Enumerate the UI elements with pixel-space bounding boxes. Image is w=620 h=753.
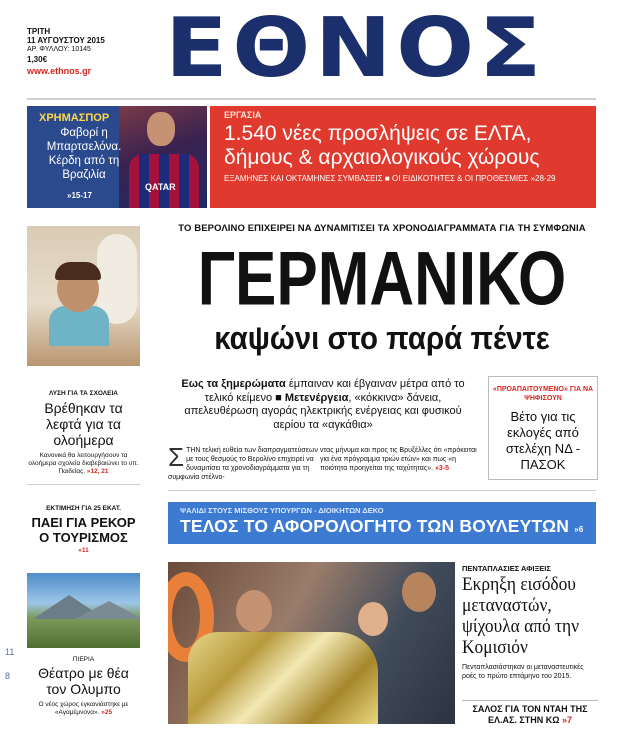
sport-kicker: ΧΡΗΜΑΣΠΟΡ <box>39 112 110 124</box>
elections-headline: Βέτο για τις εκλογές από στελέχη ΝΔ - ΠΑΣΟΚ <box>505 409 581 472</box>
woman-face-shape <box>236 590 272 632</box>
migrants-photo <box>168 562 455 724</box>
lead-subheadline[interactable]: καψώνι στο παρά πέντε <box>214 320 550 356</box>
lead-headline[interactable]: ΓΕΡΜΑΝΙΚΟ <box>197 237 567 322</box>
lead-body-left <box>168 442 318 482</box>
school-headline: Βρέθηκαν τα λεφτά για τα ολοήμερα <box>44 400 123 448</box>
mps-kicker: ΨΑΛΙΔΙ ΣΤΟΥΣ ΜΙΣΘΟΥΣ ΥΠΟΥΡΓΩΝ - ΔΙΟΙΚΗΤΩΝ ΔΕΚΟ <box>180 506 384 515</box>
lead-body-text-right: ντας μήνυμα και προς τις Βρυξέλλες ότι «πρόκειται για ένα πρόγραμμα τριών ετών» και πως «η ποιότητα προηγείται της ταχύτητας». <box>320 447 477 472</box>
jersey-sponsor: QATAR <box>145 182 176 192</box>
margin-number: 8 <box>5 671 11 681</box>
theatre-page-ref: »25 <box>101 709 113 716</box>
thermal-blanket-shape <box>188 632 378 724</box>
drop-cap: Σ <box>168 442 185 472</box>
migrants-body: Πενταπλασιάστηκαν οι μεταναστευτικές ροές το πρώτο επτάμηνο του 2015. <box>462 664 584 680</box>
masthead-info <box>27 27 137 76</box>
kos-story[interactable] <box>462 700 598 726</box>
lead-page-ref: »3-5 <box>435 465 450 472</box>
leftcol-divider-1 <box>27 484 140 485</box>
sport-page-ref: »15-17 <box>67 191 92 200</box>
tourism-page-ref: »11 <box>78 547 89 554</box>
deck-bold-1: Εως τα ξημερώματα <box>181 378 286 390</box>
school-photo <box>27 226 140 366</box>
sport-headline: Φαβορί η Μπαρτσελόνα. Κέρδη από τη Βραζιλία <box>46 127 122 181</box>
lead-body-text-left: ΤΗΝ τελική ευθεία των διαπραγματεύσεων με τους θεσμούς το Βερολίνο επιχειρεί να δυναμιτίσει τα χρονοδιαγράμματα για τη συμφωνία στέλνο- <box>168 447 318 481</box>
jobs-kicker: ΕΡΓΑΣΙΑ <box>224 110 262 120</box>
issue-number: ΑΡ. ΦΥΛΛΟΥ: 10145 <box>27 46 91 53</box>
masthead-divider <box>27 98 596 100</box>
newspaper-logo: ΕΘΝΟΣ <box>165 1 546 96</box>
jobs-subline: ΕΞΑΜΗΝΕΣ ΚΑΙ ΟΚΤΑΜΗΝΕΣ ΣΥΜΒΑΣΕΙΣ ■ ΟΙ ΕΙΔΙΚΟΤΗΤΕΣ & ΟΙ ΠΡΟΘΕΣΜΙΕΣ »28-29 <box>224 174 556 183</box>
lead-overline: ΤΟ ΒΕΡΟΛΙΝΟ ΕΠΙΧΕΙΡΕΙ ΝΑ ΔΥΝΑΜΙΤΙΣΕΙ ΤΑ ΧΡΟΝΟΔΙΑΓΡΑΜΜΑΤΑ ΓΙΑ ΤΗ ΣΥΜΦΩΝΙΑ <box>178 223 586 234</box>
jobs-teaser[interactable] <box>210 106 596 208</box>
tourism-kicker: ΕΚΤΙΜΗΣΗ ΓΙΑ 25 ΕΚΑΤ. <box>46 505 121 512</box>
issue-price: 1,30€ <box>27 55 48 64</box>
lead-body-right <box>320 446 480 473</box>
deck-text-1: έμπαιναν και έβγαιναν μέτρα από το τελικό κείμενο ■ <box>204 378 465 404</box>
kos-page-ref: »7 <box>562 715 573 725</box>
player-head-shape <box>147 112 175 146</box>
theatre-body: Ο νέος χώρος εγκαινιάστηκε με «Αγαμέμνονα». <box>38 701 129 716</box>
lead-deck <box>168 378 478 432</box>
kos-headline: ΣΑΛΟΣ ΓΙΑ ΤΟΝ ΝΤΑΗ ΤΗΣ ΕΛ.ΑΣ. ΣΤΗΝ ΚΩ <box>472 704 588 725</box>
mps-headline: ΤΕΛΟΣ ΤΟ ΑΦΟΡΟΛΟΓΗΤΟ ΤΩΝ ΒΟΥΛΕΥΤΩΝ <box>180 516 570 536</box>
theatre-headline: Θέατρο με θέα τον Ολυμπο <box>38 665 129 697</box>
migrants-headline: Εκρηξη εισόδου μεταναστών, ψίχουλα από την Κομισιόν <box>462 575 579 658</box>
man-face-shape <box>402 572 436 612</box>
elections-kicker: «ΠΡΟΑΠΑΙΤΟΥΜΕΝΟ» ΓΙΑ ΝΑ ΨΗΦΙΣΟΥΝ <box>492 386 594 402</box>
olympus-photo <box>27 573 140 648</box>
child-shirt-shape <box>49 306 109 346</box>
mps-salary-banner[interactable] <box>168 502 596 544</box>
tourism-story[interactable] <box>27 505 140 555</box>
migrants-story[interactable] <box>462 564 598 681</box>
margin-marks <box>5 640 14 688</box>
sport-teaser[interactable] <box>27 106 207 208</box>
school-kicker: ΛΥΣΗ ΓΙΑ ΤΑ ΣΧΟΛΕΙΑ <box>49 390 118 397</box>
school-page-ref: »12, 21 <box>86 468 109 475</box>
jobs-headline: 1.540 νέες προσλήψεις σε ΕΛΤΑ, δήμους & αρχαιολογικούς χώρους <box>224 122 540 169</box>
margin-number: 11 <box>5 647 15 657</box>
jersey-shape <box>129 154 199 208</box>
deck-text-2: , «κόκκινα» δάνεια, απελευθέρωση αγοράς ηλεκτρικής ενέργειας και φυσικού αερίου τα «αγκάθια» <box>184 391 462 431</box>
deck-bold-2: Μετενέργεια <box>284 391 349 404</box>
school-story[interactable] <box>27 390 140 476</box>
mountain-shape <box>75 601 140 619</box>
issue-day: ΤΡΙΤΗ <box>27 27 51 36</box>
baby-face-shape <box>358 602 388 636</box>
issue-date: 11 ΑΥΓΟΥΣΤΟΥ 2015 <box>27 36 105 45</box>
mps-page-ref: »6 <box>574 525 584 534</box>
website-link[interactable]: www.ethnos.gr <box>27 66 92 76</box>
school-body: Κανονικά θα λειτουργήσουν τα ολοήμερα σχολεία διαβεβαιώνει το υπ. Παιδείας. <box>28 452 139 475</box>
lead-divider <box>168 490 596 491</box>
theatre-kicker: ΠΙΕΡΙΑ <box>72 656 95 663</box>
theatre-story[interactable] <box>27 656 140 717</box>
tourism-headline: ΠΑΕΙ ΓΙΑ ΡΕΚΟΡ Ο ΤΟΥΡΙΣΜΟΣ <box>31 515 136 545</box>
elections-box[interactable] <box>488 376 598 480</box>
migrants-kicker: ΠΕΝΤΑΠΛΑΣΙΕΣ ΑΦΙΞΕΙΣ <box>462 564 551 573</box>
child-hair-shape <box>55 262 101 280</box>
